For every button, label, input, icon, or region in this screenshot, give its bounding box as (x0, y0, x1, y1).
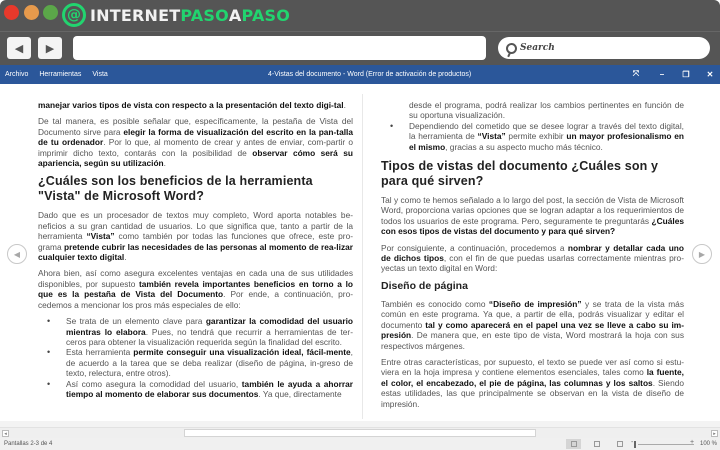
paragraph: manejar varios tipos de vista con respecto a la presentación del texto digi-tal. (38, 100, 346, 110)
list-item: desde el programa, podrá realizar los cambios pertinentes en función de su oportuna visualización. (409, 100, 684, 121)
maximize-window-dot[interactable] (43, 5, 58, 20)
logo-text-internet: INTERNET (90, 5, 181, 25)
search-input[interactable] (498, 37, 710, 59)
search-placeholder: Search (520, 43, 555, 53)
zoom-slider-thumb[interactable] (634, 441, 636, 448)
forward-button[interactable] (38, 37, 62, 59)
list-item: • Se trata de un elemento clave para garantizar la comodidad del usuario mientras lo elabora. Pues, no tendrá que recurrir a herramientas de ter-ceros para obtener la visualización requerida según la finalidad del escrito. (46, 316, 353, 347)
browser-toolbar (0, 31, 720, 65)
scroll-right-button[interactable]: ▸ (711, 430, 718, 437)
next-screen-button[interactable] (692, 244, 712, 264)
right-column (381, 100, 684, 415)
word-titlebar (0, 65, 720, 84)
back-arrow-icon: ◀ (14, 42, 24, 55)
minimize-icon[interactable]: – (659, 69, 665, 79)
scroll-left-button[interactable]: ◂ (2, 430, 9, 437)
left-column (38, 100, 353, 399)
section-heading: ¿Cuáles son los beneficios de la herramienta "Vista" de Microsoft Word? (38, 174, 313, 203)
chevron-left-icon: ◀ (13, 249, 21, 259)
column-divider (362, 94, 363, 419)
print-layout-button[interactable] (589, 439, 604, 449)
horizontal-scrollbar[interactable] (0, 427, 720, 438)
list-item: • Dependiendo del cometido que se desee lograr a través del texto digital, la herramienta de “Vista” permite exhibir un mayor profesionalismo en el mismo, gracias a su aspecto mucho más técnico. (389, 121, 684, 152)
paragraph: También es conocido como “Diseño de impresión” y se trata de la vista más común en este programa. Ya que, a partir de ella, podrás visualizar y editar el documento tal y como aparecerá en el papel una vez se lleve a cabo su im-presión. De manera que, en este tipo de vista, Word mostrará la hoja con sus respectivos márgenes. (381, 298, 684, 351)
logo-text-a: A (228, 5, 242, 25)
screen-count: Pantallas 2-3 de 4 (4, 441, 53, 447)
book-icon (571, 441, 577, 447)
benefits-list-continued (381, 100, 684, 152)
zoom-slider[interactable] (638, 444, 694, 445)
forward-arrow-icon: ▶ (45, 42, 55, 55)
section-heading: Tipos de vistas del documento ¿Cuáles son y para qué sirven? (381, 159, 659, 188)
read-mode-view (0, 84, 720, 427)
benefits-list (38, 316, 353, 399)
fullscreen-icon[interactable]: ⤧ (632, 69, 640, 78)
logo-text-paso2: PASO (241, 5, 291, 25)
previous-screen-button[interactable] (7, 244, 27, 264)
zoom-in-button[interactable]: + (690, 439, 695, 446)
read-mode-button[interactable] (566, 439, 581, 449)
menu-archivo[interactable]: Archivo (5, 71, 29, 78)
site-logo[interactable] (62, 2, 290, 28)
logo-text-paso: PASO (180, 5, 229, 25)
browser-titlebar (0, 0, 720, 31)
status-bar (0, 438, 720, 450)
zoom-level[interactable]: 100 % (700, 441, 718, 447)
scrollbar-thumb[interactable] (184, 429, 536, 437)
paragraph: Dado que es un procesador de textos muy completo, Word aporta notables be-neficios a su gran cantidad de usuarios. Lo que significa que, tanto a partir de la herramienta “Vista” como también por todas las funciones que ofrece, este pro-grama pretende cubrir las necesidades de las personas al momento de rea-lizar cualquier texto digital. (38, 210, 354, 263)
close-window-dot[interactable] (4, 5, 19, 20)
chevron-right-icon: ▶ (698, 249, 706, 259)
list-item: • Así como asegura la comodidad del usuario, también le ayuda a ahorrar tiempo al momento de elaborar sus documentos. Ya que, directamente (46, 379, 353, 400)
paragraph: De tal manera, es posible señalar que, específicamente, la pestaña de Vista del Documento sirve para elegir la forma de visualización del escrito en la pan-talla de tu ordenador. Por lo que, al momento de crear y antes de enviar, com-partir o imprimir dicho texto, contarás con la posibilidad de observar cómo será su apariencia, según su utilización. (38, 116, 353, 169)
paragraph: Tal y como te hemos señalado a lo largo del post, la sección de Vista de Microsoft Word, proporciona varias opciones que se logran adaptar a los requerimientos de todos los usuarios de este programa. Pero, seguramente te preguntarás ¿Cuáles con esos tipos de vistas del documento y para qué sirven? (381, 195, 684, 237)
word-menu (0, 71, 108, 78)
search-icon (506, 43, 517, 54)
document-title: 4-Vistas del documento - Word (Error de activación de productos) (268, 71, 472, 78)
restore-icon[interactable]: ❐ (682, 69, 690, 79)
paragraph: Ahora bien, así como asegura excelentes ventajas en cada una de sus utilidades disponibles, por supuesto también revela importantes beneficios en torno a lo que es la pestaña de Vista del Documento. Por ende, a continuación, pro-cedemos a mencionar los pros más especiales de ello: (38, 268, 354, 310)
web-layout-button[interactable] (612, 439, 627, 449)
subsection-heading: Diseño de página (381, 279, 468, 292)
menu-herramientas[interactable]: Herramientas (39, 71, 82, 78)
paragraph: Entre otras características, por supuesto, el texto se puede ver así como si estu-viera en la hoja impresa y contiene elementos esenciales, tales como la fuente, el color, el encabezado, el pie de página, las columnas y los saltos. Siendo estas utilidades, las que principalmente se observan en la vista de diseño de impresión. (381, 356, 684, 409)
page-icon (594, 441, 600, 447)
address-bar[interactable] (73, 36, 486, 60)
close-icon[interactable]: ✕ (706, 69, 714, 79)
menu-vista[interactable]: Vista (92, 71, 108, 78)
list-item: • Esta herramienta permite conseguir una visualización ideal, fácil-mente, de acuerdo a la tarea que se deba realizar (diseño de página, in-greso de texto, relectura, entre otros). (46, 347, 353, 378)
web-page-icon (617, 441, 623, 447)
at-sign-logo-icon: @ (62, 3, 86, 27)
minimize-window-dot[interactable] (24, 5, 39, 20)
paragraph: Por consiguiente, a continuación, procedemos a nombrar y detallar cada uno de dichos tipos, con el fin de que puedas usarlas correctamente mientras pro-yectas un texto digital en Word: (381, 242, 684, 274)
zoom-out-button[interactable]: - (631, 439, 634, 446)
back-button[interactable] (7, 37, 31, 59)
